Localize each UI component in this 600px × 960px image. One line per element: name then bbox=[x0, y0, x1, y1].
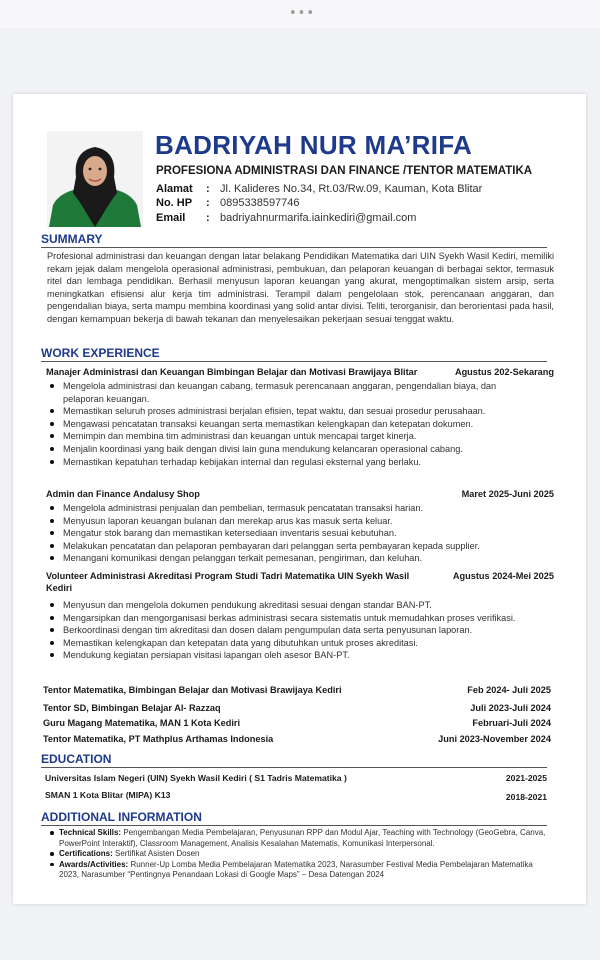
contact-colon: : bbox=[206, 197, 210, 209]
job-title-row bbox=[46, 570, 554, 594]
education-school: SMAN 1 Kota Blitar (MIPA) K13 bbox=[45, 790, 171, 800]
experience-row bbox=[43, 718, 551, 728]
list-item: Menangani komunikasi dengan pelanggan terkait pemesanan, pengiriman, dan keluhan. bbox=[60, 552, 520, 565]
list-item: Memastikan kepatuhan terhadap kebijakan internal dan regulasi eksternal yang berlaku. bbox=[60, 456, 520, 469]
contact-label: Alamat bbox=[156, 183, 193, 195]
contact-address bbox=[156, 183, 482, 195]
education-row bbox=[45, 790, 553, 800]
summary-text: Profesional administrasi dan keuangan dengan latar belakang Pendidikan Matematika dari UIN Syekh Wasil Kediri, memiliki rekam jejak dalam mengelola operasional administrasi, pembukuan, dan pelaporan keuangan di berbagai sektor, termasuk ritel dan lembaga pendidikan. Berhasil menyusun laporan keuangan yang akurat, mengoptimalkan sistem arsip, serta meningkatkan efisiensi alur kerja tim administrasi. Terampil dalam pengelolaan stok, perencanaan anggaran, dan pengendalian biaya, serta mampu membina koordinasi yang solid antar divisi. Teliti, terorganisir, dan berorientasi pada hasil, dengan kemampuan bekerja di bawah tekanan dan menyelesaikan pekerjaan sesuai tenggat waktu. bbox=[47, 251, 554, 324]
item-label: Awards/Activities: bbox=[59, 859, 129, 869]
summary-heading: SUMMARY bbox=[41, 232, 547, 248]
list-item bbox=[59, 828, 554, 849]
app-top-bar bbox=[0, 0, 600, 28]
job-date: Agustus 2024-Mei 2025 bbox=[452, 571, 554, 581]
job-title: Manajer Administrasi dan Keuangan Bimbingan Belajar dan Motivasi Brawijaya Blitar bbox=[46, 367, 418, 377]
item-label: Technical Skills: bbox=[59, 828, 122, 837]
education-years: 2018-2021 bbox=[505, 792, 547, 802]
list-item: Memastikan seluruh proses administrasi berjalan efisien, tepat waktu, dan sesuai prosedur perusahaan. bbox=[60, 405, 520, 418]
contact-email bbox=[156, 212, 416, 224]
experience-title: Tentor SD, Bimbingan Belajar Al- Razzaq bbox=[43, 703, 221, 713]
list-item: Mengarsipkan dan mengorganisasi berkas administrasi secara sistematis untuk memudahkan proses verifikasi. bbox=[60, 612, 520, 625]
experience-title: Tentor Matematika, Bimbingan Belajar dan Motivasi Brawijaya Kediri bbox=[43, 685, 342, 695]
job-title-row bbox=[46, 488, 554, 500]
experience-title: Guru Magang Matematika, MAN 1 Kota Kediri bbox=[43, 718, 241, 728]
candidate-title: PROFESIONA ADMINISTRASI DAN FINANCE /TENTOR MATEMATIKA bbox=[156, 165, 533, 177]
list-item: Mendukung kegiatan persiapan visitasi lapangan oleh asesor BAN-PT. bbox=[60, 649, 520, 662]
contact-phone bbox=[156, 197, 300, 209]
list-item bbox=[59, 860, 554, 881]
list-item: Menjalin koordinasi yang baik dengan divisi lain guna mendukung kelancaran operasional cabang. bbox=[60, 443, 520, 456]
profile-photo bbox=[47, 131, 143, 227]
experience-row bbox=[43, 703, 551, 713]
list-item: Memimpin dan membina tim administrasi dan keuangan untuk mencapai target kinerja. bbox=[60, 430, 520, 443]
work-experience-heading: WORK EXPERIENCE bbox=[41, 346, 547, 362]
list-item: Mengawasi pencatatan transaksi keuangan serta memastikan kelengkapan dan ketepatan dokumen. bbox=[60, 418, 520, 431]
additional-info-list bbox=[59, 828, 554, 881]
education-heading: EDUCATION bbox=[41, 752, 547, 768]
list-item: Mengatur stok barang dan memastikan ketersediaan inventaris sesuai kebutuhan. bbox=[60, 527, 520, 540]
more-dots-icon[interactable]: ••• bbox=[289, 6, 316, 21]
job-bullets bbox=[60, 380, 520, 468]
job-title: Volunteer Administrasi Akreditasi Program Studi Tadri Matematika UIN Syekh Wasil Kediri bbox=[46, 571, 410, 593]
list-item bbox=[59, 849, 554, 860]
contact-label: No. HP bbox=[156, 197, 193, 209]
contact-value: Jl. Kalideres No.34, Rt.03/Rw.09, Kauman, Kota Blitar bbox=[220, 183, 483, 195]
job-date: Maret 2025-Juni 2025 bbox=[461, 489, 554, 499]
experience-row bbox=[43, 734, 551, 744]
experience-row bbox=[43, 685, 551, 695]
list-item: Menyusun dan mengelola dokumen pendukung akreditasi sesuai dengan standar BAN-PT. bbox=[60, 599, 520, 612]
contact-colon: : bbox=[206, 183, 210, 195]
education-school: Universitas Islam Negeri (UIN) Syekh Wasil Kediri ( S1 Tadris Matematika ) bbox=[45, 773, 347, 783]
education-row bbox=[45, 773, 553, 783]
experience-date: Juli 2023-Juli 2024 bbox=[470, 703, 551, 713]
item-text: Sertifikat Asisten Dosen bbox=[112, 849, 200, 859]
job-title-row bbox=[46, 366, 554, 378]
list-item: Mengelola administrasi penjualan dan pembelian, termasuk pencatatan transaksi harian. bbox=[60, 502, 520, 515]
list-item: Memastikan kelengkapan dan ketepatan data yang dibutuhkan untuk proses akreditasi. bbox=[60, 637, 520, 650]
experience-date: Februari-Juli 2024 bbox=[472, 718, 551, 728]
experience-date: Feb 2024- Juli 2025 bbox=[467, 685, 551, 695]
job-date: Agustus 202-Sekarang bbox=[454, 367, 554, 377]
job-bullets bbox=[60, 599, 520, 662]
contact-label: Email bbox=[156, 212, 186, 224]
job-bullets bbox=[60, 502, 520, 565]
list-item: Melakukan pencatatan dan pelaporan pembayaran dari pelanggan serta pembayaran kepada supplier. bbox=[60, 540, 520, 553]
item-label: Certifications: bbox=[59, 849, 113, 859]
education-years: 2021-2025 bbox=[505, 773, 547, 783]
contact-value: badriyahnurmarifa.iainkediri@gmail.com bbox=[220, 212, 417, 224]
item-text: Runner-Up Lomba Media Pembelajaran Matematika 2023, Narasumber Festival Media Pembelajaran Matematika 2023, Narasumber “Pentingnya Penandaan Lokasi di Google Maps” – Desa Datengan 2024 bbox=[59, 859, 533, 880]
candidate-name: BADRIYAH NUR MA’RIFA bbox=[155, 130, 473, 160]
resume-page bbox=[13, 94, 586, 904]
contact-value: 0895338597746 bbox=[220, 197, 300, 209]
experience-title: Tentor Matematika, PT Mathplus Arthamas Indonesia bbox=[43, 734, 274, 744]
experience-date: Juni 2023-November 2024 bbox=[438, 734, 551, 744]
contact-colon: : bbox=[206, 212, 210, 224]
item-text: Pengembangan Media Pembelajaran, Penyusunan RPP dan Modul Ajar, Teaching with Technology (GeoGebra, Canva, PowerPoint Interaktif), Classroom Management, Analisis Kesalahan Matematis, Komunikasi Interpersonal. bbox=[59, 828, 546, 848]
list-item: Menyusun laporan keuangan bulanan dan merekap arus kas masuk serta keluar. bbox=[60, 515, 520, 528]
list-item: Mengelola administrasi dan keuangan cabang, termasuk perencanaan anggaran, pengendalian biaya, dan pelaporan keuangan. bbox=[60, 380, 520, 405]
list-item: Berkoordinasi dengan tim akreditasi dan dosen dalam pengumpulan data serta penyusunan laporan. bbox=[60, 624, 520, 637]
additional-info-heading: ADDITIONAL INFORMATION bbox=[41, 810, 547, 826]
job-title: Admin dan Finance Andalusy Shop bbox=[46, 489, 200, 499]
